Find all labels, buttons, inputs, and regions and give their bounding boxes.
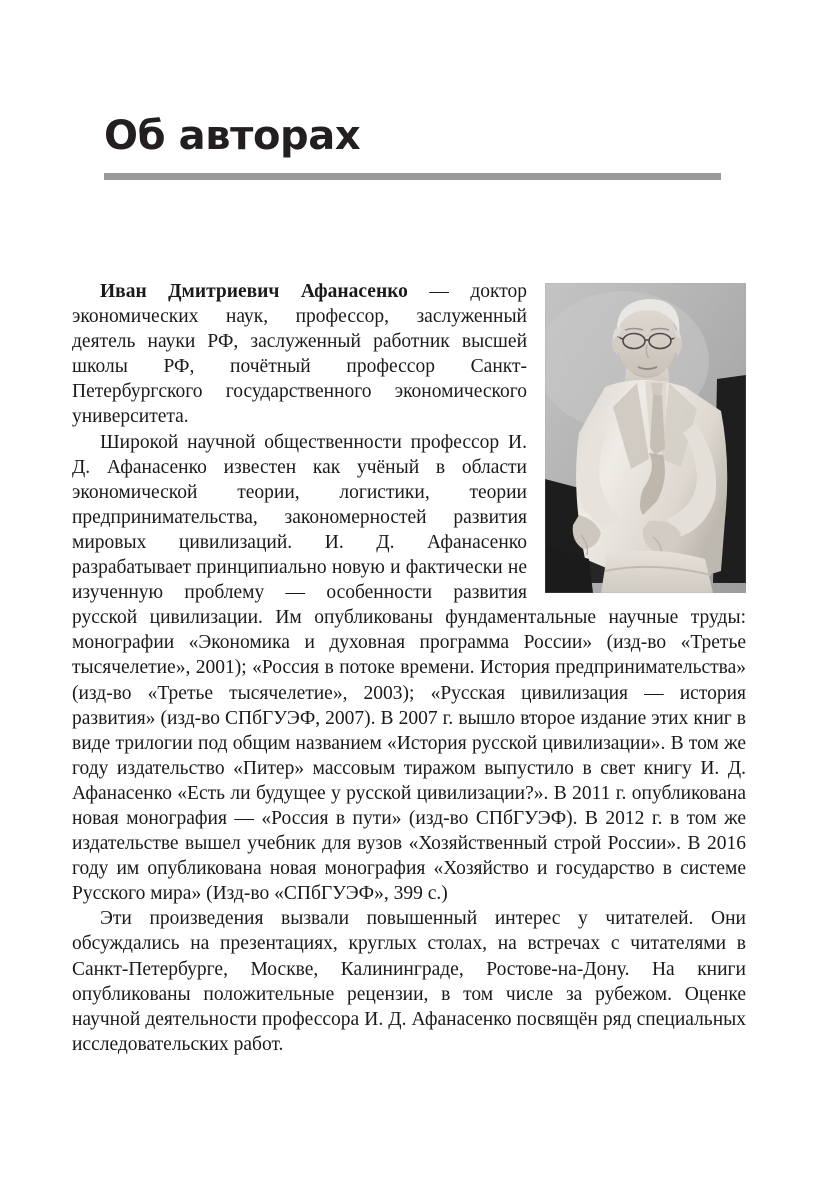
heading-block <box>104 112 721 180</box>
paragraph-reception: Эти произведения вызвали повышенный интерес у читателей. Они обсуждались на презентациях, круглых столах, на встречах с читателями в Санкт-Петербурге, Москве, Калининграде, Ростове-на-Дону. На книги опубликованы положительные рецензии, в том числе за рубежом. Оценке научной деятельности профессора И. Д. Афанасенко посвящён ряд специальных исследовательских работ. <box>72 908 746 1055</box>
author-credentials-text: — доктор экономических наук, профессор, заслуженный деятель науки РФ, заслуженный работник высшей школы РФ, почётный профессор Санкт-Петербургского государственного экономического университета. <box>72 281 528 428</box>
title-divider-rule <box>104 173 721 180</box>
author-portrait-photo <box>545 283 746 593</box>
paragraph-scientific-works: Широкой научной общественности профессор И. Д. Афанасенко известен как учёный в области экономической теории, логистики, теории предпринимательства, закономерностей развития мировых цивилизаций. И. Д. Афанасенко разрабатывает принципиально новую и фактически не изученную проблему — особенности развития русской цивилизации. Им опубликованы фундаментальные научные труды: монографии «Экономика и духовная программа России» (изд-во «Третье тысячелетие», 2001); «Россия в потоке времени. История предпринимательства» (изд-во «Третье тысячелетие», 2003); «Русская цивилизация — история развития» (изд-во СПбГУЭФ, 2007). В 2007 г. вышло второе издание этих книг в виде трилогии под общим названием «История русской цивилизации». В том же году издательство «Питер» массовым тиражом выпустило в свет книгу И. Д. Афанасенко «Есть ли будущее у русской цивилизации?». В 2011 г. опубликована новая монография — «Россия в пути» (изд-во СПбГУЭФ). В 2012 г. в том же издательстве вышел учебник для вузов «Хозяйственный строй России». В 2016 году им опубликована новая монография «Хозяйство и государство в системе Русского мира» (Изд-во «СПбГУЭФ», 399 с.) <box>72 431 746 905</box>
author-name: Иван Дмитриевич Афанасенко <box>100 281 408 302</box>
page-title: Об авторах <box>104 113 361 159</box>
body-text-region <box>72 279 746 1057</box>
